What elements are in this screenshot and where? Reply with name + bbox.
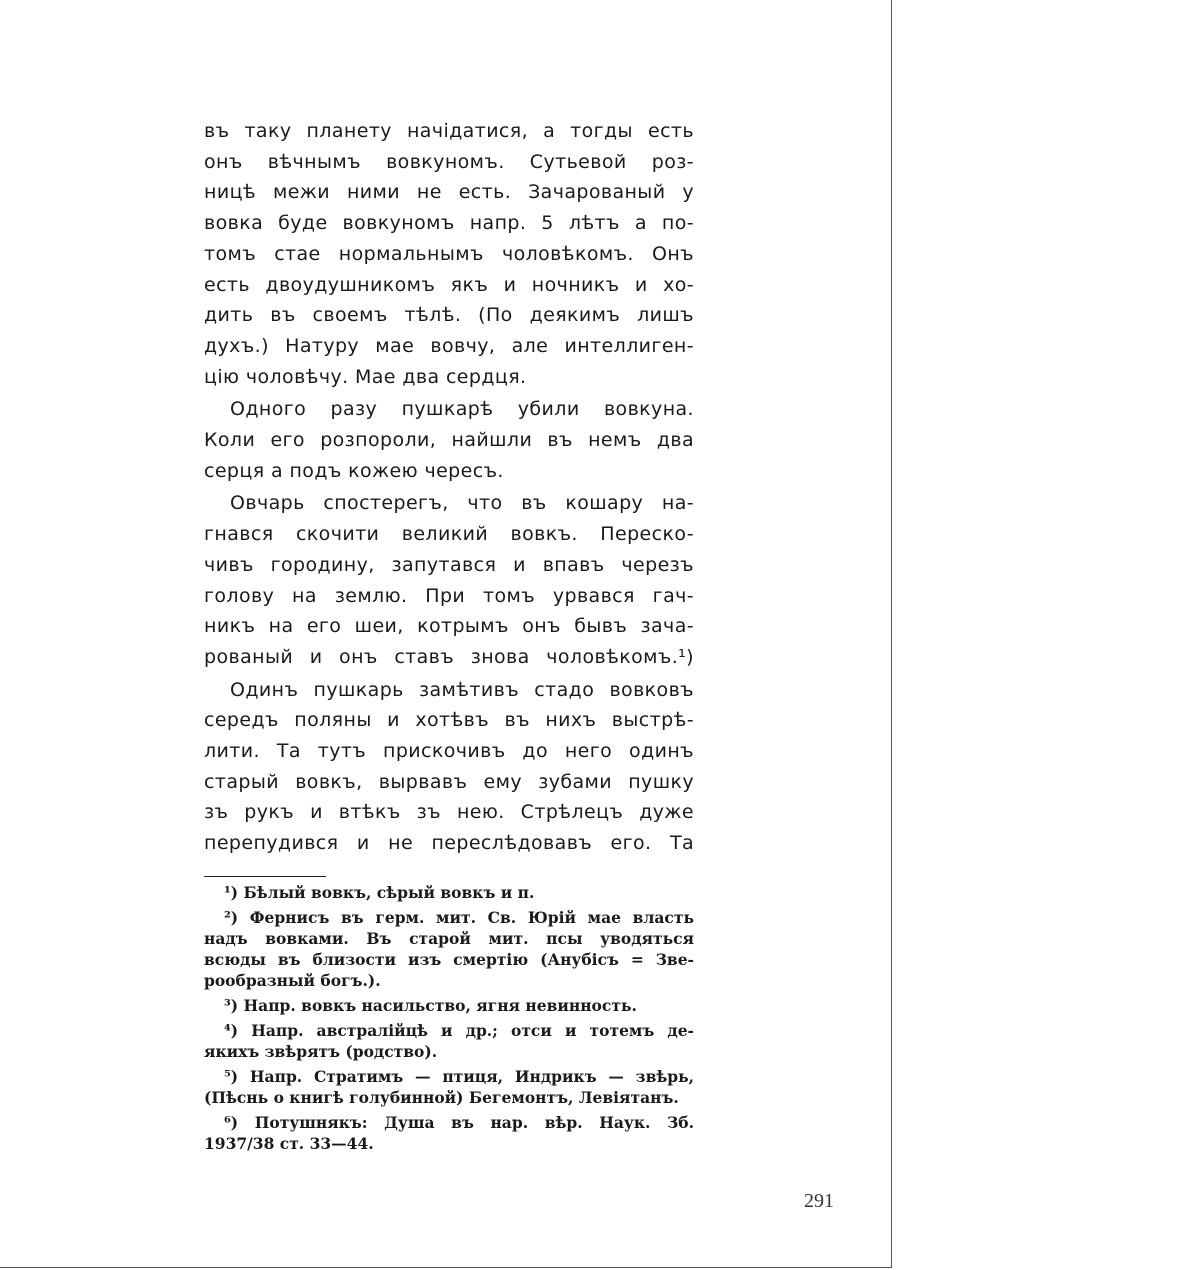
text-line: ницѣ межи ними не есть. Зачарованый у [204,181,694,204]
footnote-6 [204,1112,694,1154]
footnote-4 [204,1020,694,1062]
footnote-line: якихъ звѣрятъ (родство). [204,1042,438,1061]
text-line: голову на землю. При томъ урвався гач- [204,584,694,607]
footnote-1 [204,882,694,903]
footnote-line: 1937/38 ст. 33—44. [204,1134,374,1153]
page-number: 291 [804,1190,834,1212]
text-line: есть двоудушникомъ якъ и ночникъ и хо- [204,273,694,296]
text-line: лити. Та тутъ прискочивъ до него одинъ [204,740,694,763]
text-line: никъ на его шеи, котрымъ онъ бывъ зача- [204,615,694,638]
footnote-line: надъ вовками. Въ старой мит. псы уводяться [204,929,694,948]
text-line: зъ рукъ и втѣкъ зъ нею. Стрѣлецъ дуже [204,801,694,824]
body-text [204,116,694,861]
text-line: перепудився и не переслѣдовавъ его. Та [204,832,694,855]
footnote-divider [204,876,326,877]
text-line: въ таку планету начідатися, а тогды есть [204,120,694,142]
text-line: Коли его розпороли, найшли въ немъ два [204,429,694,452]
footnote-line: всюды въ близости изъ смертію (Анубісъ = Зве- [204,950,694,969]
footnote-line: ⁵) Напр. Стратимъ — птиця, Индрикъ — звѣрь, [224,1067,694,1086]
text-line: онъ вѣчнымъ вовкуномъ. Сутьевой роз- [204,150,694,173]
text-line: середъ поляны и хотѣвъ въ нихъ выстрѣ- [204,709,694,732]
paragraph-3 [204,488,694,672]
text-line: духъ.) Натуру мае вовчу, але интеллиген- [204,334,694,357]
text-line: гнався скочити великий вовкъ. Перескo- [204,523,694,546]
text-line: старый вовкъ, вырвавъ ему зубами пушку [204,770,694,793]
text-line: серця а подъ кожею чересъ. [204,459,504,482]
text-line: томъ стае нормальнымъ чоловѣкомъ. Онъ [204,242,694,265]
footnote-3 [204,995,694,1016]
text-line: Овчарь спостерегъ, что въ кошару на- [230,492,694,515]
footnotes [204,882,694,1158]
footnote-line: ²) Фернисъ въ герм. мит. Св. Юрій мае власть [224,908,694,927]
text-line: Одного разу пушкарѣ убили вовкуна. [230,398,694,421]
footnote-line: ⁴) Напр. австралійцѣ и др.; отси и тотемъ де- [224,1021,694,1040]
text-line: рованый и онъ ставъ знова чоловѣкомъ.¹) [204,645,694,668]
footnote-line: (Пѣснь о книгѣ голубинной) Бегемонтъ, Левіятанъ. [204,1088,679,1107]
text-line: вовка буде вовкуномъ напр. 5 лѣтъ а по- [204,212,694,235]
paragraph-2 [204,394,694,486]
text-line: Одинъ пушкарь замѣтивъ стадо вовковъ [230,678,694,701]
footnote-line: ¹) Бѣлый вовкъ, сѣрый вовкъ и п. [224,883,535,902]
text-line: дить въ своемъ тѣлѣ. (По деякимъ лишъ [204,304,694,327]
footnote-5 [204,1066,694,1108]
text-line: чивъ городину, запутався и впавъ черезъ [204,553,694,576]
footnote-line: ⁶) Потушнякъ: Душа въ нар. вѣр. Наук. Зб. [224,1113,694,1132]
text-line: цію чоловѣчу. Мае два сердця. [204,365,527,388]
paragraph-1 [204,116,694,392]
footnote-2 [204,907,694,991]
footnote-line: ³) Напр. вовкъ насильство, ягня невинность. [224,996,637,1015]
footnote-line: рообразный богъ.). [204,971,381,990]
paragraph-4 [204,675,694,859]
